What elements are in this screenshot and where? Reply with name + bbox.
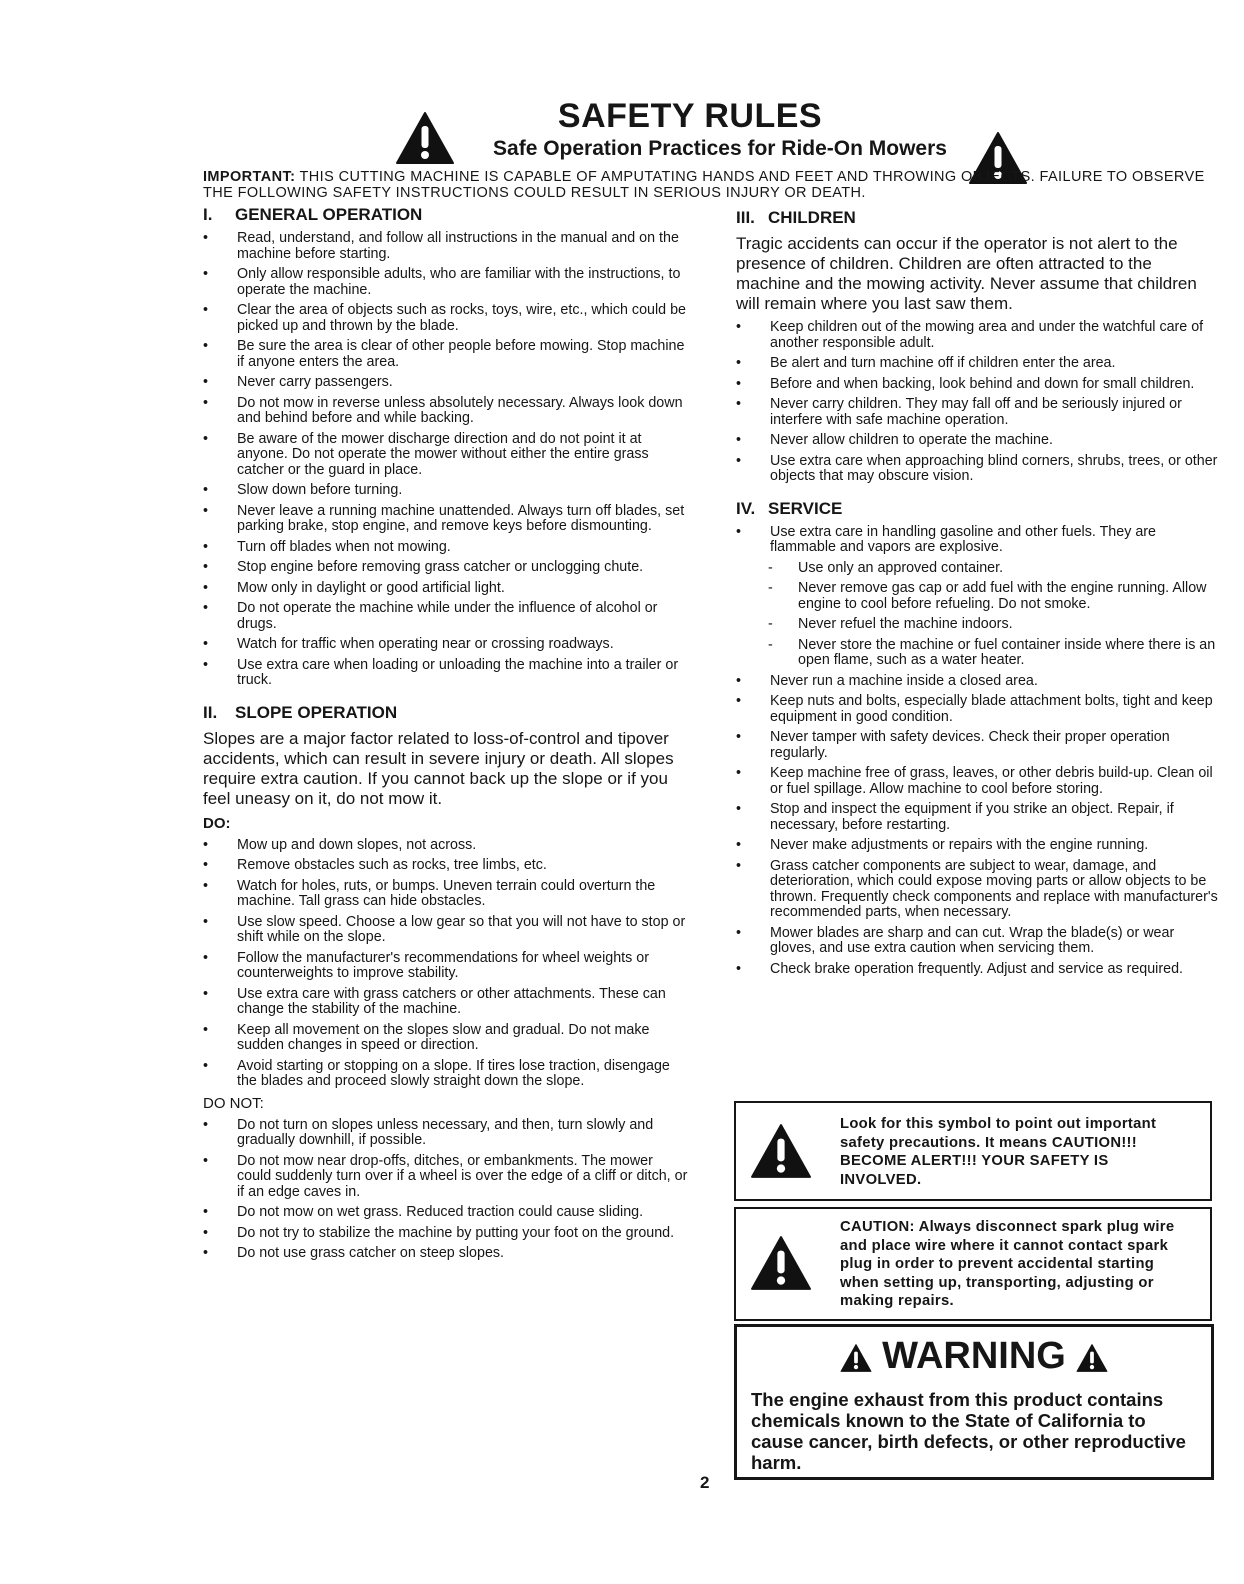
list-item: • Do not use grass catcher on steep slopes.: [203, 1246, 688, 1262]
list-item: • Turn off blades when not mowing.: [203, 540, 688, 556]
children-section: [736, 208, 1218, 485]
section-intro: Tragic accidents can occur if the operator is not alert to the presence of children. Children are often attracted to the machine and the mowing activity. Never assume that children will remain where you last saw them.: [736, 234, 1197, 313]
list-item: • Never leave a running machine unattended. Always turn off blades, set parking brake, stop engine, and remove keys before dismounting.: [203, 504, 688, 535]
list-item: • Do not turn on slopes unless necessary, and then, turn slowly and gradually downhill, if possible.: [203, 1118, 688, 1149]
general-list: [203, 231, 688, 689]
list-item: • Use extra care with grass catchers or other attachments. These can change the stability of the machine.: [203, 987, 688, 1018]
caution-box: [734, 1207, 1212, 1321]
slope-operation-section: [203, 703, 688, 1262]
section-number: IV.: [736, 498, 756, 518]
list-item: • Keep all movement on the slopes slow and gradual. Do not make sudden changes in speed or direction.: [203, 1023, 688, 1054]
list-item: • Never make adjustments or repairs with the engine running.: [736, 838, 1218, 854]
list-item: • Keep nuts and bolts, especially blade attachment bolts, tight and keep equipment in good condition.: [736, 694, 1218, 725]
warning-text: The engine exhaust from this product contains chemicals known to the State of California to cause cancer, birth defects, or other reproductive harm.: [751, 1389, 1186, 1473]
list-item: • Watch for holes, ruts, or bumps. Uneven terrain could overturn the machine. Tall grass can hide obstacles.: [203, 879, 688, 910]
list-item: • Be sure the area is clear of other people before mowing. Stop machine if anyone enters the area.: [203, 339, 688, 370]
list-item: • Use extra care when loading or unloading the machine into a trailer or truck.: [203, 658, 688, 689]
service-list: [736, 525, 1218, 556]
safety-symbol-notice: [734, 1101, 1212, 1201]
list-item: • Keep children out of the mowing area and under the watchful care of another responsible adult.: [736, 320, 1218, 351]
do-not-list: [203, 1118, 688, 1262]
section-title: SERVICE: [768, 498, 843, 518]
warning-triangle-icon: [750, 1235, 812, 1291]
list-item: • Do not mow near drop-offs, ditches, or embankments. The mower could suddenly turn over if a wheel is over the edge of a cliff or ditch, or if an edge caves in.: [203, 1154, 688, 1201]
list-item: • Stop engine before removing grass catcher or unclogging chute.: [203, 560, 688, 576]
list-item: • Mow only in daylight or good artificial light.: [203, 581, 688, 597]
fuel-sublist: [736, 561, 1218, 669]
list-item: • Use extra care in handling gasoline and other fuels. They are flammable and vapors are explosive.: [736, 525, 1218, 556]
sub-list-item: - Use only an approved container.: [768, 561, 1218, 577]
service-list-cont: [736, 674, 1218, 978]
important-text: THIS CUTTING MACHINE IS CAPABLE OF AMPUTATING HANDS AND FEET AND THROWING OBJECTS. FAILURE TO OBSERVE THE FOLLOWING SAFETY INSTRUCTIONS COULD RESULT IN SERIOUS INJURY OR DEATH.: [203, 169, 1205, 201]
section-title: CHILDREN: [768, 208, 856, 227]
general-operation-section: [203, 205, 688, 689]
notice-text: Look for this symbol to point out important safety precautions. It means CAUTION!!! BECOME ALERT!!! YOUR SAFETY IS INVOLVED.: [840, 1116, 1157, 1188]
warning-title: WARNING: [882, 1335, 1066, 1377]
section-title: GENERAL OPERATION: [235, 205, 423, 224]
list-item: • Only allow responsible adults, who are familiar with the instructions, to operate the machine.: [203, 267, 688, 298]
list-item: • Mow up and down slopes, not across.: [203, 838, 688, 854]
sub-list-item: - Never remove gas cap or add fuel with the engine running. Allow engine to cool before refueling. Do not smoke.: [768, 581, 1218, 612]
section-heading: [203, 205, 688, 225]
caution-text: CAUTION: Always disconnect spark plug wire and place wire where it cannot contact spark plug in order to prevent accidental starting when setting up, transporting, adjusting or making repairs.: [840, 1219, 1175, 1309]
list-item: • Avoid starting or stopping on a slope. If tires lose traction, disengage the blades and proceed slowly straight down the slope.: [203, 1059, 688, 1090]
do-label: DO:: [203, 814, 231, 832]
list-item: • Do not mow on wet grass. Reduced traction could cause sliding.: [203, 1205, 688, 1221]
list-item: • Remove obstacles such as rocks, tree limbs, etc.: [203, 858, 688, 874]
warning-heading: [737, 1335, 1211, 1378]
list-item: • Slow down before turning.: [203, 483, 688, 499]
list-item: • Be aware of the mower discharge direction and do not point it at anyone. Do not operate the mower without either the entire grass catcher or the guard in place.: [203, 432, 688, 479]
list-item: • Check brake operation frequently. Adjust and service as required.: [736, 962, 1218, 978]
left-column: [203, 205, 688, 1276]
warning-triangle-icon: [840, 1343, 872, 1373]
warning-box: [734, 1324, 1214, 1480]
list-item: • Never carry children. They may fall off and be seriously injured or interfere with safe machine operation.: [736, 397, 1218, 428]
list-item: • Follow the manufacturer's recommendations for wheel weights or counterweights to improve stability.: [203, 951, 688, 982]
section-number: III.: [736, 208, 755, 227]
service-section: [736, 499, 1218, 978]
list-item: • Stop and inspect the equipment if you strike an object. Repair, if necessary, before restarting.: [736, 802, 1218, 833]
list-item: • Read, understand, and follow all instructions in the manual and on the machine before starting.: [203, 231, 688, 262]
list-item: • Use extra care when approaching blind corners, shrubs, trees, or other objects that may obscure vision.: [736, 454, 1218, 485]
important-notice: [203, 169, 1219, 201]
page-title: SAFETY RULES: [557, 97, 823, 135]
list-item: • Never run a machine inside a closed area.: [736, 674, 1218, 690]
right-column: [736, 208, 1218, 991]
list-item: • Never carry passengers.: [203, 375, 688, 391]
page-subtitle: Safe Operation Practices for Ride-On Mowers: [493, 137, 947, 160]
list-item: • Do not mow in reverse unless absolutely necessary. Always look down and behind before and while backing.: [203, 396, 688, 427]
section-intro: Slopes are a major factor related to loss-of-control and tipover accidents, which can result in severe injury or death. All slopes require extra caution. If you cannot back up the slope or if you feel uneasy on it, do not mow it.: [203, 728, 674, 808]
sub-list-item: - Never refuel the machine indoors.: [768, 617, 1218, 633]
children-list: [736, 320, 1218, 485]
list-item: • Be alert and turn machine off if children enter the area.: [736, 356, 1218, 372]
section-number: II.: [203, 702, 218, 722]
important-label: IMPORTANT:: [203, 169, 296, 185]
section-heading: [736, 208, 1218, 228]
list-item: • Keep machine free of grass, leaves, or other debris build-up. Clean oil or fuel spillage. Allow machine to cool before storing.: [736, 766, 1218, 797]
list-item: • Clear the area of objects such as rocks, toys, wire, etc., which could be picked up and thrown by the blade.: [203, 303, 688, 334]
warning-triangle-icon: [1076, 1343, 1108, 1373]
list-item: • Before and when backing, look behind and down for small children.: [736, 377, 1218, 393]
section-title: SLOPE OPERATION: [235, 702, 398, 722]
list-item: • Grass catcher components are subject to wear, damage, and deterioration, which could expose moving parts or allow objects to be thrown. Frequently check components and replace with manufacturer's recommended parts, when necessary.: [736, 859, 1218, 921]
section-heading: [203, 703, 688, 723]
list-item: • Never allow children to operate the machine.: [736, 433, 1218, 449]
warning-triangle-icon: [750, 1123, 812, 1179]
do-not-label: DO NOT:: [203, 1094, 264, 1112]
do-list: [203, 838, 688, 1090]
header: [380, 97, 1000, 169]
page-number: 2: [700, 1473, 710, 1492]
list-item: • Never tamper with safety devices. Check their proper operation regularly.: [736, 730, 1218, 761]
section-heading: [736, 499, 1218, 519]
list-item: • Do not try to stabilize the machine by putting your foot on the ground.: [203, 1226, 688, 1242]
list-item: • Do not operate the machine while under the influence of alcohol or drugs.: [203, 601, 688, 632]
list-item: • Watch for traffic when operating near or crossing roadways.: [203, 637, 688, 653]
list-item: • Use slow speed. Choose a low gear so that you will not have to stop or shift while on the slope.: [203, 915, 688, 946]
section-number: I.: [203, 205, 213, 224]
list-item: • Mower blades are sharp and can cut. Wrap the blade(s) or wear gloves, and use extra caution when servicing them.: [736, 926, 1218, 957]
sub-list-item: - Never store the machine or fuel container inside where there is an open flame, such as a water heater.: [768, 638, 1218, 669]
